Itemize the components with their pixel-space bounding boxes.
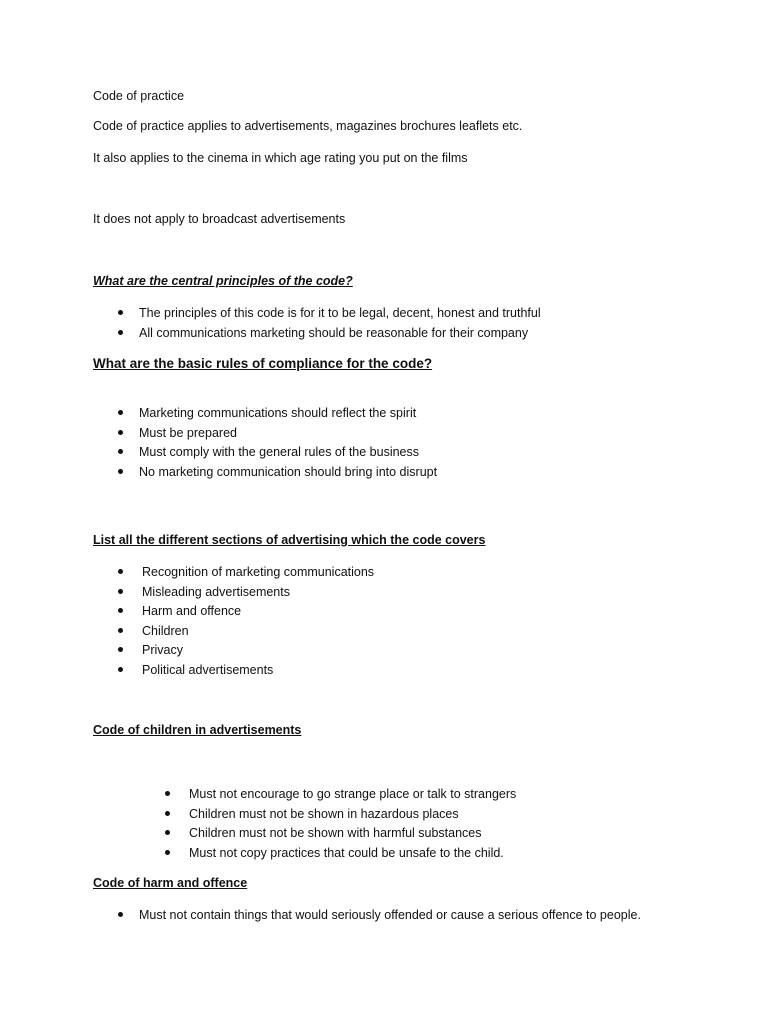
sections-heading: List all the different sections of advertising which the code covers [93,533,486,547]
list-item-text: Political advertisements [142,662,274,677]
list-item-text: Misleading advertisements [142,584,290,599]
list-item-text: Children must not be shown with harmful substances [189,826,482,840]
principles-heading: What are the central principles of the code? [93,274,353,288]
bullet-icon [118,449,123,454]
list-item-text: Must not contain things that would seriously offended or cause a serious offence to people. [139,908,641,922]
list-item-text: The principles of this code is for it to be legal, decent, honest and truthful [139,306,541,320]
bullet-icon [165,830,170,835]
children-heading: Code of children in advertisements [93,723,302,737]
list-item-text: Must not copy practices that could be unsafe to the child. [189,845,504,860]
bullet-icon [118,330,123,335]
bullet-icon [118,912,123,917]
list-item-text: Marketing communications should reflect the spirit [139,406,417,420]
harm-heading: Code of harm and offence [93,876,248,890]
bullet-icon [118,310,123,315]
bullet-icon [165,791,170,796]
intro-paragraph-1: Code of practice applies to advertisements, magazines brochures leaflets etc. [93,119,523,133]
bullet-icon [165,811,170,816]
list-item-text: Children must not be shown in hazardous places [189,806,459,821]
list-item-text: Harm and offence [142,604,242,618]
bullet-icon [118,647,123,652]
bullet-icon [118,608,123,613]
compliance-heading: What are the basic rules of compliance for the code? [93,356,433,371]
bullet-icon [118,569,123,574]
list-item-text: Children [142,623,189,638]
bullet-icon [118,628,123,633]
bullet-icon [118,667,123,672]
intro-paragraph-3: It does not apply to broadcast advertisements [93,212,346,226]
list-item-text: Privacy [142,643,183,657]
list-item-text: Must be prepared [139,425,237,440]
intro-paragraph-2: It also applies to the cinema in which age rating you put on the films [93,151,468,165]
bullet-icon [118,469,123,474]
list-item-text: Recognition of marketing communications [142,565,375,579]
list-item-text: Must comply with the general rules of the business [139,445,419,459]
bullet-icon [118,589,123,594]
list-item-text: Must not encourage to go strange place or talk to strangers [189,787,517,801]
list-item-text: No marketing communication should bring into disrupt [139,464,438,479]
bullet-icon [165,850,170,855]
document-title: Code of practice [93,89,185,103]
bullet-icon [118,430,123,435]
bullet-icon [118,410,123,415]
list-item-text: All communications marketing should be reasonable for their company [139,325,529,340]
